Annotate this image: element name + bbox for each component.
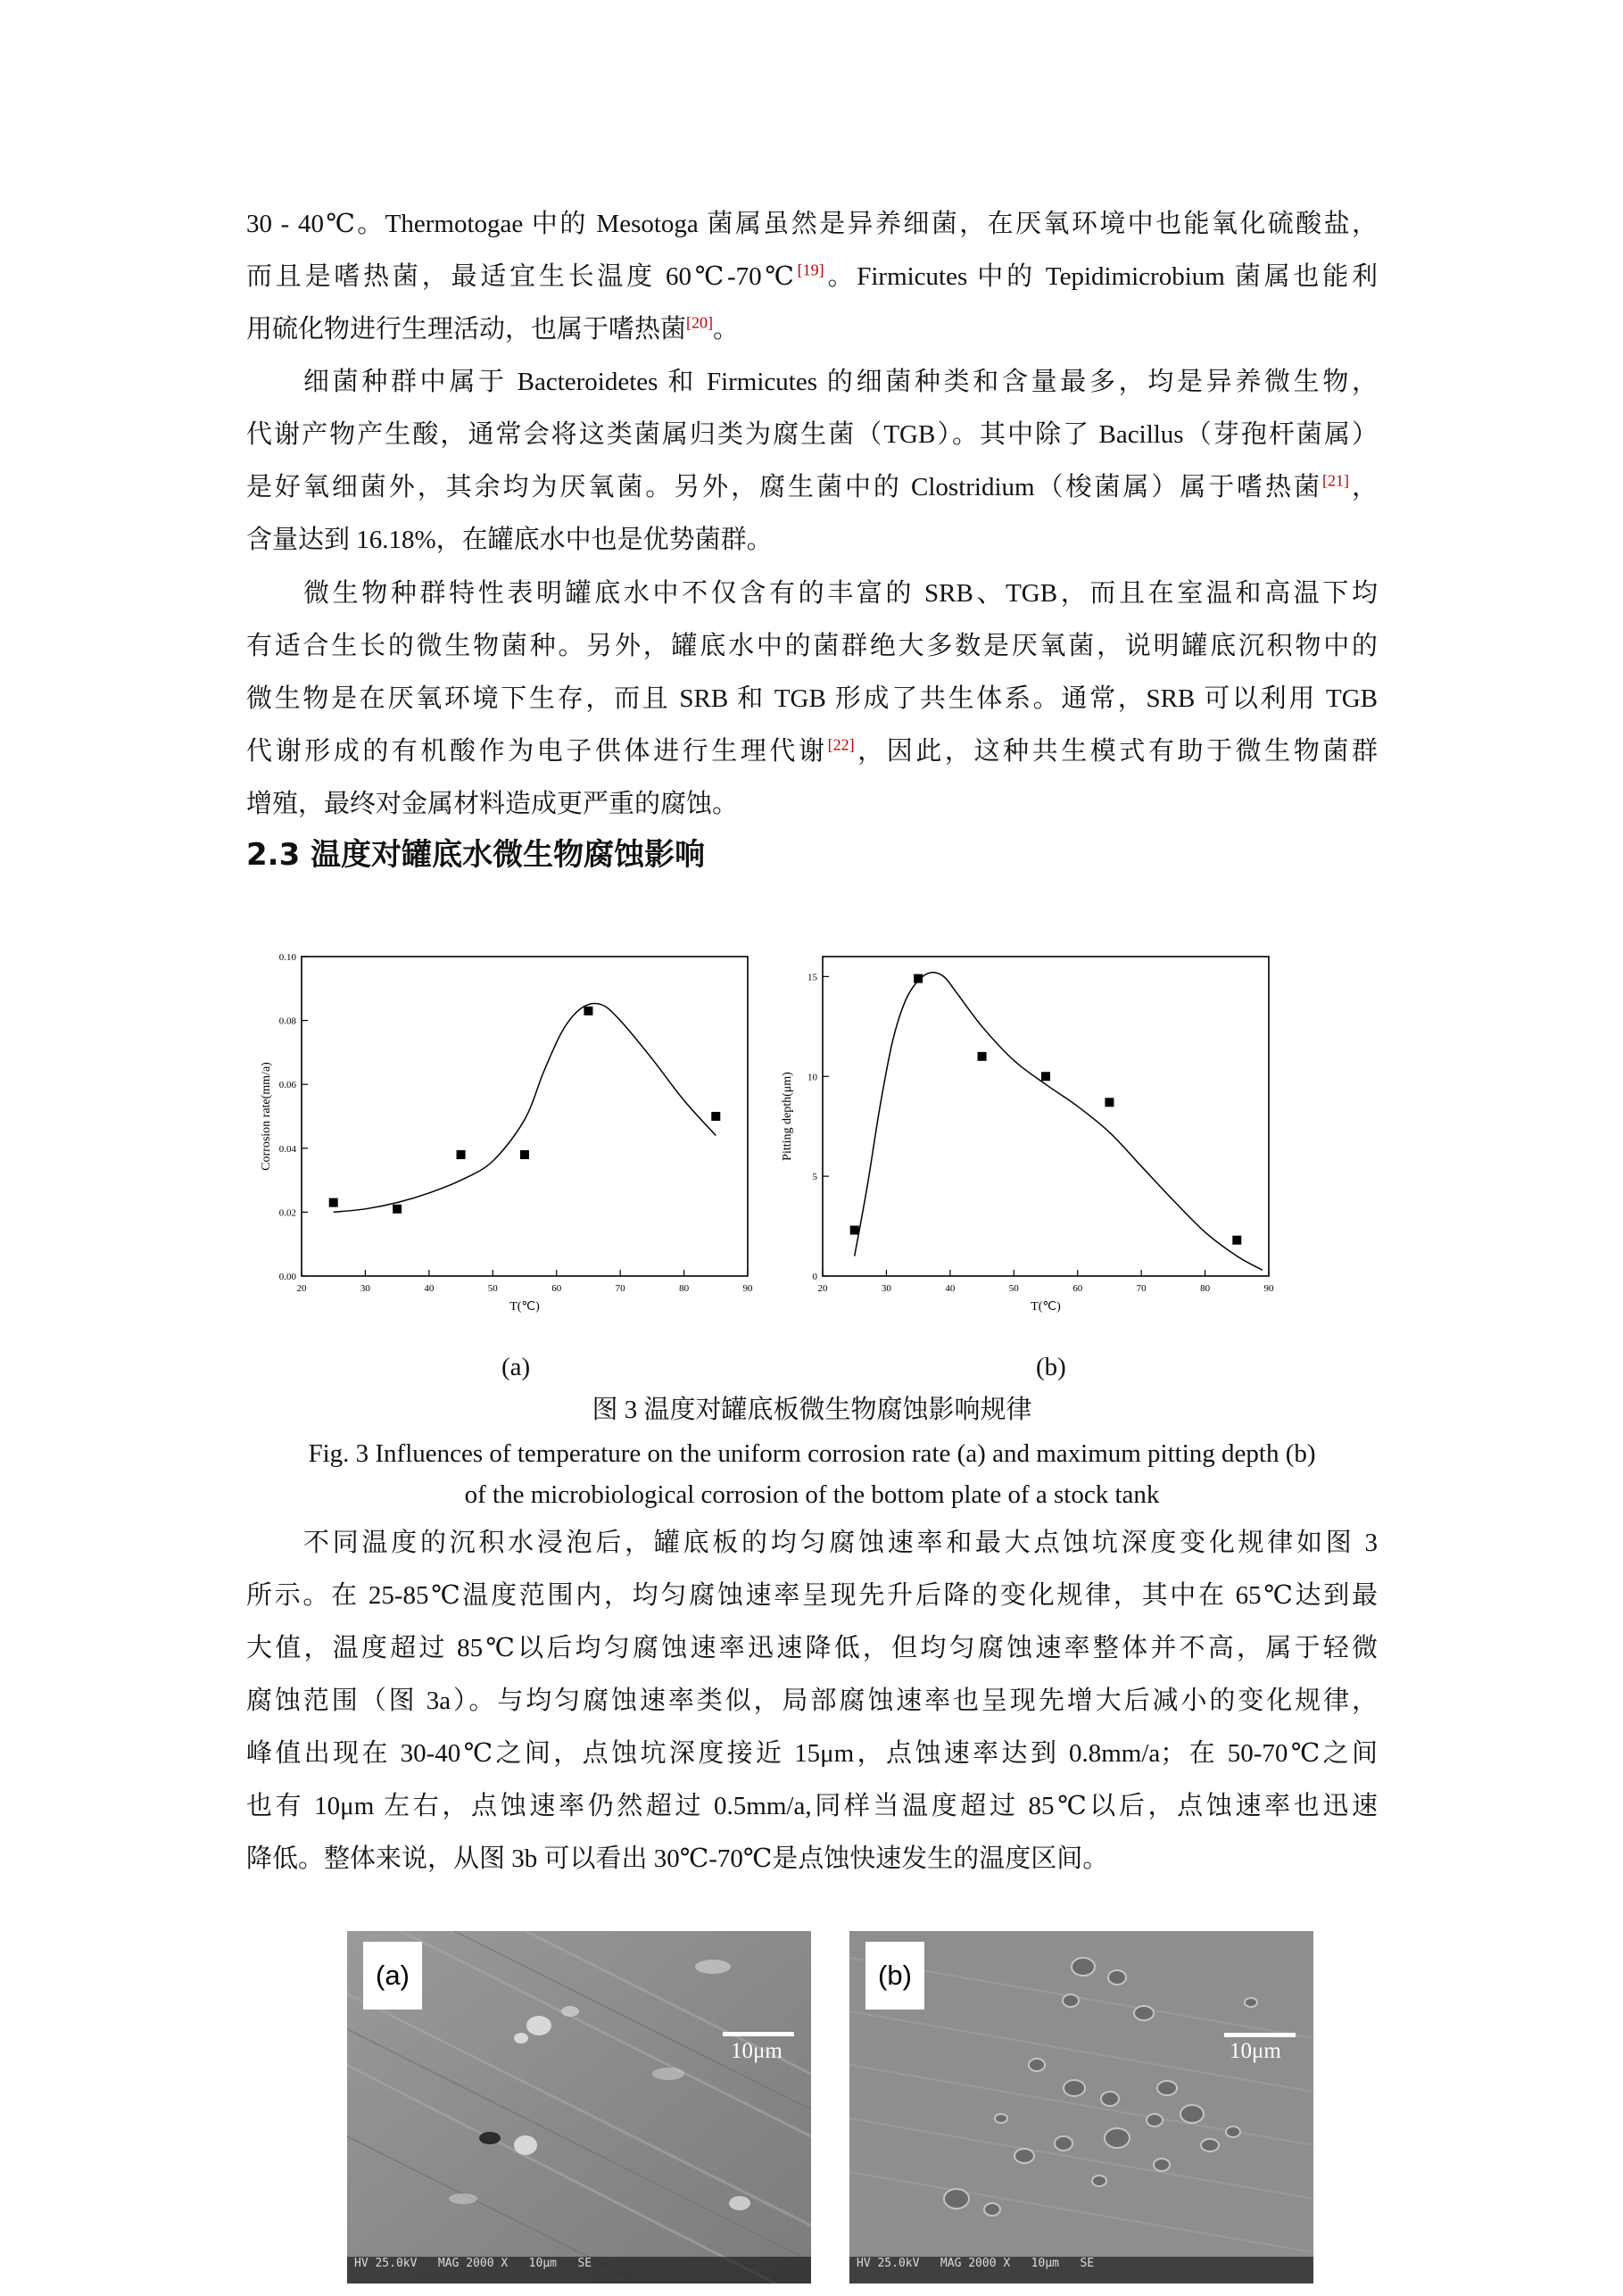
- chart-b-pitting-depth: [767, 946, 1285, 1339]
- text-run: 大值，温度超过 85℃以后均匀腐蚀速率迅速降低，但均匀腐蚀速率整体并不高，属于轻微: [246, 1634, 1378, 1662]
- chart-a-data-point: [457, 1150, 466, 1159]
- chart-a-y-tick-label: 0.06: [278, 1080, 296, 1091]
- chart-a-x-tick-label: 40: [424, 1283, 435, 1294]
- chart-a-x-tick-label: 50: [487, 1283, 498, 1294]
- sem-image-a: [347, 1931, 811, 2284]
- chart-b-x-tick-label: 20: [817, 1283, 828, 1294]
- sem-image-a-scale-bar: [723, 2032, 794, 2036]
- citation-ref[interactable]: [22]: [827, 735, 855, 754]
- text-line: [246, 620, 1378, 673]
- figure-caption-cn: 图 3 温度对罐底板微生物腐蚀影响规律: [592, 1396, 1032, 1424]
- text-line: [246, 198, 1378, 251]
- paragraph-4: [246, 1517, 1378, 1886]
- text-run: 而且是嗜热菌，最适宜生长温度 60℃-70℃: [246, 262, 798, 291]
- chart-a-x-axis-label: T(℃): [509, 1300, 540, 1314]
- sem-image-b-scale-bar: [1224, 2033, 1296, 2037]
- text-run: 峰值出现在 30-40℃之间，点蚀坑深度接近 15μm，点蚀速率达到 0.8mm/a；在 50-70℃之间: [246, 1739, 1378, 1768]
- figure-sub-label-b: (b): [1036, 1353, 1066, 1381]
- chart-a-y-tick-label: 0.08: [278, 1015, 296, 1027]
- text-run: ，因此，这种共生模式有助于微生物菌群: [854, 737, 1378, 766]
- text-run: 细菌种群中属于 Bacteroidetes 和 Firmicutes 的细菌种类和含量最多，均是异养微生物，: [303, 368, 1378, 396]
- text-line: [246, 1728, 1378, 1780]
- chart-b-y-axis-label: Pitting depth(μm): [781, 1072, 794, 1161]
- text-line: [246, 251, 1378, 303]
- text-line: [246, 778, 1378, 831]
- text-line: [246, 461, 1378, 514]
- sem-image-a-scale-text: 10μm: [731, 2039, 783, 2063]
- text-run: ，: [1349, 473, 1378, 501]
- chart-b-x-tick-label: 90: [1263, 1283, 1274, 1294]
- chart-a-data-point: [711, 1112, 720, 1121]
- text-line: [246, 1780, 1378, 1833]
- chart-b-x-tick-label: 30: [881, 1283, 891, 1294]
- chart-a-x-tick-label: 70: [615, 1283, 625, 1294]
- chart-b-plot-frame: [823, 957, 1269, 1276]
- text-run: 腐蚀范围（图 3a）。与均匀腐蚀速率类似，局部腐蚀速率也呈现先增大后减小的变化规律，: [246, 1687, 1378, 1715]
- chart-a-data-point: [584, 1007, 592, 1015]
- sem-image-b-scale-text: 10μm: [1230, 2039, 1281, 2063]
- chart-b-data-point: [1105, 1098, 1114, 1107]
- chart-b-data-point: [914, 974, 923, 983]
- chart-b-y-tick-label: 5: [812, 1172, 817, 1183]
- chart-a-x-tick-label: 80: [679, 1283, 690, 1294]
- chart-b-x-tick-label: 60: [1072, 1283, 1083, 1294]
- text-line: [246, 673, 1378, 725]
- text-run: 所示。在 25-85℃温度范围内，均匀腐蚀速率呈现先升后降的变化规律，其中在 65℃达到最: [246, 1581, 1378, 1610]
- section-heading: 2.3 温度对罐底水微生物腐蚀影响: [246, 837, 706, 873]
- chart-b-y-tick-label: 0: [812, 1272, 817, 1282]
- chart-a-data-point: [329, 1198, 338, 1207]
- text-run: 30 - 40℃。Thermotogae 中的 Mesotoga 菌属虽然是异养细菌，在厌氧环境中也能氧化硫酸盐，: [246, 210, 1378, 238]
- text-run: 降低。整体来说，从图 3b 可以看出 30℃-70℃是点蚀快速发生的温度区间。: [246, 1844, 1109, 1873]
- chart-a-x-tick-label: 30: [360, 1283, 370, 1294]
- chart-b-y-tick-label: 15: [807, 972, 817, 983]
- text-run: 含量达到 16.18%，在罐底水中也是优势菌群。: [246, 526, 773, 554]
- chart-b-data-point: [850, 1226, 859, 1235]
- chart-a-corrosion-rate: [246, 946, 764, 1339]
- text-line: [246, 568, 1378, 620]
- chart-a-data-point: [520, 1150, 529, 1159]
- text-run: 不同温度的沉积水浸泡后，罐底板的均匀腐蚀速率和最大点蚀坑深度变化规律如图 3: [303, 1529, 1378, 1557]
- figure-sub-label-a: (a): [501, 1353, 531, 1381]
- figure-caption-en-line2: of the microbiological corrosion of the bottom plate of a stock tank: [464, 1480, 1160, 1509]
- text-line: [246, 409, 1378, 461]
- sem-image-a-label: (a): [363, 1942, 422, 2010]
- text-line: [246, 303, 1378, 356]
- chart-b-svg: [767, 946, 1285, 1339]
- text-run: 微生物是在厌氧环境下生存，而且 SRB 和 TGB 形成了共生体系。通常，SRB 可以利用 TGB: [246, 684, 1378, 713]
- chart-b-fit-curve: [855, 973, 1263, 1271]
- chart-b-data-point: [978, 1052, 987, 1061]
- chart-a-data-point: [393, 1205, 402, 1214]
- text-run: 增殖，最终对金属材料造成更严重的腐蚀。: [246, 790, 739, 818]
- chart-a-y-tick-label: 0.02: [278, 1207, 296, 1219]
- figure-caption-en-line1: Fig. 3 Influences of temperature on the uniform corrosion rate (a) and maximum pitting depth (b): [308, 1439, 1316, 1468]
- text-run: 是好氧细菌外，其余均为厌氧菌。另外，腐生菌中的 Clostridium（梭菌属）属于嗜热菌: [246, 473, 1323, 501]
- chart-b-x-tick-label: 50: [1008, 1283, 1019, 1294]
- chart-b-x-tick-label: 70: [1136, 1283, 1147, 1294]
- paragraph-3: [246, 568, 1378, 831]
- citation-ref[interactable]: [20]: [686, 313, 714, 332]
- chart-b-data-point: [1041, 1072, 1050, 1081]
- chart-b-y-tick-label: 10: [807, 1072, 817, 1083]
- text-line: [246, 514, 1378, 567]
- text-line: [246, 1517, 1378, 1570]
- text-run: 。: [713, 315, 740, 344]
- chart-a-y-axis-label: Corrosion rate(mm/a): [260, 1062, 273, 1171]
- chart-a-x-tick-label: 20: [296, 1283, 307, 1294]
- text-run: 。Firmicutes 中的 Tepidimicrobium 菌属也能利: [824, 262, 1378, 291]
- sem-image-b: [849, 1931, 1313, 2284]
- chart-a-plot-frame: [302, 957, 748, 1276]
- text-line: [246, 725, 1378, 778]
- citation-ref[interactable]: [21]: [1322, 471, 1350, 490]
- paragraph-2: [246, 356, 1378, 567]
- text-run: 代谢产物产生酸，通常会将这类菌属归类为腐生菌（TGB）。其中除了 Bacillus（芽孢杆菌属）: [246, 420, 1378, 449]
- text-line: [246, 1675, 1378, 1728]
- sem-image-b-label: (b): [865, 1942, 924, 2010]
- citation-ref[interactable]: [19]: [797, 261, 824, 279]
- chart-a-y-tick-label: 0.00: [278, 1272, 296, 1282]
- text-run: 代谢形成的有机酸作为电子供体进行生理代谢: [246, 737, 828, 766]
- text-run: 有适合生长的微生物菌种。另外，罐底水中的菌群绝大多数是厌氧菌，说明罐底沉积物中的: [246, 632, 1378, 660]
- text-line: [246, 1833, 1378, 1886]
- chart-b-x-tick-label: 80: [1200, 1283, 1211, 1294]
- paragraph-1: [246, 198, 1378, 356]
- chart-a-x-tick-label: 90: [742, 1283, 753, 1294]
- chart-a-y-tick-label: 0.10: [278, 952, 296, 963]
- chart-b-x-tick-label: 40: [945, 1283, 956, 1294]
- chart-a-svg: [246, 946, 764, 1339]
- text-run: 微生物种群特性表明罐底水中不仅含有的丰富的 SRB、TGB，而且在室温和高温下均: [303, 579, 1378, 608]
- text-line: [246, 1622, 1378, 1675]
- text-run: 用硫化物进行生理活动，也属于嗜热菌: [246, 315, 687, 344]
- chart-b-x-axis-label: T(℃): [1031, 1300, 1061, 1314]
- text-run: 也有 10μm 左右，点蚀速率仍然超过 0.5mm/a,同样当温度超过 85℃以后，点蚀速率也迅速: [246, 1792, 1378, 1820]
- text-line: [246, 1570, 1378, 1622]
- sem-image-a-info-bar: HV 25.0kV MAG 2000 X 10μm SE: [347, 2257, 811, 2284]
- sem-image-b-info-bar: HV 25.0kV MAG 2000 X 10μm SE: [849, 2257, 1313, 2284]
- chart-a-y-tick-label: 0.04: [278, 1143, 296, 1155]
- chart-a-x-tick-label: 60: [551, 1283, 562, 1294]
- chart-a-fit-curve: [334, 1004, 716, 1213]
- text-line: [246, 356, 1378, 409]
- chart-b-data-point: [1232, 1236, 1241, 1245]
